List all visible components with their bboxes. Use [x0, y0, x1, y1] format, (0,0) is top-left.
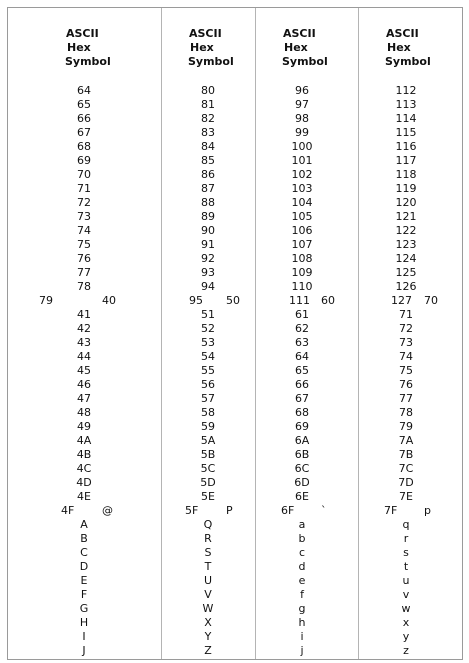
- symbol-value: g: [298, 602, 306, 615]
- symbol-header: Symbol: [385, 55, 431, 68]
- hex-value: 6A: [294, 434, 310, 447]
- symbol-value: C: [80, 546, 88, 559]
- ascii-value: 84: [201, 140, 215, 153]
- ascii-value: 110: [291, 280, 313, 293]
- hex-value: 44: [77, 350, 91, 363]
- ascii-value: 76: [77, 252, 91, 265]
- symbol-value: I: [82, 630, 86, 643]
- symbol-value: E: [80, 574, 88, 587]
- ascii-value: 71: [77, 182, 91, 195]
- hex-value: 71: [399, 308, 413, 321]
- hex-header: Hex: [190, 41, 214, 54]
- hex-value: 68: [295, 406, 309, 419]
- symbol-value: X: [204, 616, 212, 629]
- hex-value: 65: [295, 364, 309, 377]
- hex-value: 61: [295, 308, 309, 321]
- hex-value: 41: [77, 308, 91, 321]
- ascii-value: 77: [77, 266, 91, 279]
- ascii-value: 108: [291, 252, 313, 265]
- ascii-value: 97: [295, 98, 309, 111]
- hex-value: 6C: [294, 462, 310, 475]
- ascii-value: 98: [295, 112, 309, 125]
- hex-value: 6E: [295, 490, 309, 503]
- ascii-value: 122: [395, 224, 417, 237]
- symbol-header: Symbol: [188, 55, 234, 68]
- hex-value: 62: [295, 322, 309, 335]
- ascii-value: 66: [77, 112, 91, 125]
- hex-value: 59: [201, 420, 215, 433]
- hex-value: 50: [226, 294, 240, 307]
- column-divider: [255, 8, 256, 659]
- hex-value: 45: [77, 364, 91, 377]
- ascii-value: 119: [395, 182, 417, 195]
- hex-value: 4D: [76, 476, 92, 489]
- hex-value: 43: [77, 336, 91, 349]
- symbol-value: p: [424, 504, 431, 517]
- ascii-value: 107: [291, 238, 313, 251]
- hex-value: 5D: [200, 476, 216, 489]
- symbol-value: F: [80, 588, 88, 601]
- hex-value: 42: [77, 322, 91, 335]
- hex-value: 5A: [200, 434, 216, 447]
- symbol-value: x: [402, 616, 410, 629]
- symbol-value: B: [80, 532, 88, 545]
- ascii-value: 109: [291, 266, 313, 279]
- hex-value: 4C: [76, 462, 92, 475]
- symbol-value: A: [80, 518, 88, 531]
- symbol-value: i: [300, 630, 304, 643]
- hex-value: 79: [399, 420, 413, 433]
- ascii-value: 83: [201, 126, 215, 139]
- symbol-value: t: [403, 560, 409, 573]
- hex-value: 54: [201, 350, 215, 363]
- ascii-value: 115: [395, 126, 417, 139]
- ascii-value: 106: [291, 224, 313, 237]
- ascii-value: 116: [395, 140, 417, 153]
- hex-value: 5F: [185, 504, 199, 517]
- ascii-value: 112: [395, 84, 417, 97]
- hex-value: 63: [295, 336, 309, 349]
- hex-value: 58: [201, 406, 215, 419]
- ascii-value: 123: [395, 238, 417, 251]
- hex-value: 51: [201, 308, 215, 321]
- ascii-value: 96: [295, 84, 309, 97]
- symbol-value: P: [226, 504, 233, 517]
- hex-value: 7B: [398, 448, 414, 461]
- ascii-value: 124: [395, 252, 417, 265]
- ascii-value: 93: [201, 266, 215, 279]
- symbol-value: R: [204, 532, 212, 545]
- symbol-value: z: [403, 644, 409, 657]
- symbol-value: r: [403, 532, 409, 545]
- hex-value: 47: [77, 392, 91, 405]
- symbol-value: d: [298, 560, 306, 573]
- ascii-value: 118: [395, 168, 417, 181]
- symbol-header: Symbol: [282, 55, 328, 68]
- symbol-value: S: [204, 546, 212, 559]
- ascii-value: 94: [201, 280, 215, 293]
- hex-value: 7C: [398, 462, 414, 475]
- symbol-value: e: [298, 574, 306, 587]
- hex-value: 72: [399, 322, 413, 335]
- ascii-value: 104: [291, 196, 313, 209]
- hex-value: 53: [201, 336, 215, 349]
- symbol-value: @: [102, 504, 113, 517]
- ascii-value: 121: [395, 210, 417, 223]
- ascii-value: 111: [289, 294, 310, 307]
- hex-value: 69: [295, 420, 309, 433]
- symbol-value: w: [401, 602, 411, 615]
- hex-value: 57: [201, 392, 215, 405]
- symbol-value: Q: [203, 518, 213, 531]
- hex-value: 64: [295, 350, 309, 363]
- ascii-value: 89: [201, 210, 215, 223]
- hex-value: 75: [399, 364, 413, 377]
- symbol-value: c: [298, 546, 306, 559]
- ascii-value: 103: [291, 182, 313, 195]
- ascii-value: 101: [291, 154, 313, 167]
- hex-value: 4A: [76, 434, 92, 447]
- hex-value: 78: [399, 406, 413, 419]
- hex-header: Hex: [284, 41, 308, 54]
- hex-value: 6D: [294, 476, 310, 489]
- symbol-value: D: [79, 560, 89, 573]
- symbol-value: u: [402, 574, 410, 587]
- ascii-value: 80: [201, 84, 215, 97]
- hex-value: 49: [77, 420, 91, 433]
- ascii-value: 68: [77, 140, 91, 153]
- ascii-value: 85: [201, 154, 215, 167]
- ascii-value: 95: [189, 294, 203, 307]
- symbol-value: H: [79, 616, 89, 629]
- ascii-table: [7, 7, 463, 660]
- hex-value: 4E: [77, 490, 91, 503]
- symbol-value: W: [202, 602, 214, 615]
- ascii-value: 73: [77, 210, 91, 223]
- hex-value: 48: [77, 406, 91, 419]
- symbol-value: V: [204, 588, 212, 601]
- ascii-value: 79: [39, 294, 53, 307]
- symbol-value: h: [298, 616, 306, 629]
- ascii-value: 120: [395, 196, 417, 209]
- symbol-value: Z: [204, 644, 212, 657]
- symbol-value: Y: [204, 630, 212, 643]
- symbol-value: s: [403, 546, 409, 559]
- hex-value: 4F: [61, 504, 75, 517]
- hex-value: 6F: [281, 504, 295, 517]
- ascii-value: 102: [291, 168, 313, 181]
- ascii-value: 64: [77, 84, 91, 97]
- ascii-value: 81: [201, 98, 215, 111]
- hex-value: 73: [399, 336, 413, 349]
- hex-value: 4B: [76, 448, 92, 461]
- ascii-value: 82: [201, 112, 215, 125]
- ascii-value: 74: [77, 224, 91, 237]
- hex-value: 74: [399, 350, 413, 363]
- ascii-value: 65: [77, 98, 91, 111]
- symbol-value: j: [300, 644, 304, 657]
- symbol-header: Symbol: [65, 55, 111, 68]
- hex-header: Hex: [67, 41, 91, 54]
- hex-value: 5E: [201, 490, 215, 503]
- ascii-value: 67: [77, 126, 91, 139]
- ascii-value: 91: [201, 238, 215, 251]
- ascii-value: 113: [395, 98, 417, 111]
- hex-value: 6B: [294, 448, 310, 461]
- symbol-value: q: [402, 518, 410, 531]
- ascii-header: ASCII: [283, 27, 316, 40]
- hex-value: 52: [201, 322, 215, 335]
- ascii-value: 99: [295, 126, 309, 139]
- ascii-value: 90: [201, 224, 215, 237]
- ascii-value: 72: [77, 196, 91, 209]
- ascii-value: 100: [291, 140, 313, 153]
- column-divider: [358, 8, 359, 659]
- hex-value: 5C: [200, 462, 216, 475]
- symbol-value: b: [298, 532, 306, 545]
- hex-value: 60: [321, 294, 335, 307]
- symbol-value: T: [204, 560, 212, 573]
- ascii-header: ASCII: [386, 27, 419, 40]
- symbol-value: f: [300, 588, 304, 601]
- ascii-value: 78: [77, 280, 91, 293]
- ascii-value: 75: [77, 238, 91, 251]
- ascii-value: 88: [201, 196, 215, 209]
- symbol-value: v: [402, 588, 410, 601]
- ascii-value: 70: [77, 168, 91, 181]
- ascii-header: ASCII: [189, 27, 222, 40]
- symbol-value: `: [321, 504, 327, 517]
- hex-header: Hex: [387, 41, 411, 54]
- hex-value: 56: [201, 378, 215, 391]
- hex-value: 55: [201, 364, 215, 377]
- ascii-value: 117: [395, 154, 417, 167]
- ascii-value: 87: [201, 182, 215, 195]
- ascii-value: 126: [395, 280, 417, 293]
- hex-value: 7E: [399, 490, 413, 503]
- symbol-value: U: [203, 574, 213, 587]
- hex-value: 70: [424, 294, 438, 307]
- hex-value: 7A: [398, 434, 414, 447]
- symbol-value: G: [79, 602, 89, 615]
- ascii-value: 92: [201, 252, 215, 265]
- hex-value: 76: [399, 378, 413, 391]
- ascii-value: 127: [391, 294, 412, 307]
- ascii-value: 105: [291, 210, 313, 223]
- symbol-value: a: [298, 518, 306, 531]
- symbol-value: J: [82, 644, 86, 657]
- hex-value: 40: [102, 294, 116, 307]
- hex-value: 46: [77, 378, 91, 391]
- hex-value: 77: [399, 392, 413, 405]
- ascii-value: 69: [77, 154, 91, 167]
- ascii-value: 86: [201, 168, 215, 181]
- ascii-value: 125: [395, 266, 417, 279]
- hex-value: 7D: [398, 476, 414, 489]
- hex-value: 67: [295, 392, 309, 405]
- ascii-header: ASCII: [66, 27, 99, 40]
- ascii-value: 114: [395, 112, 417, 125]
- hex-value: 7F: [384, 504, 398, 517]
- column-divider: [161, 8, 162, 659]
- hex-value: 66: [295, 378, 309, 391]
- hex-value: 5B: [200, 448, 216, 461]
- symbol-value: y: [402, 630, 410, 643]
